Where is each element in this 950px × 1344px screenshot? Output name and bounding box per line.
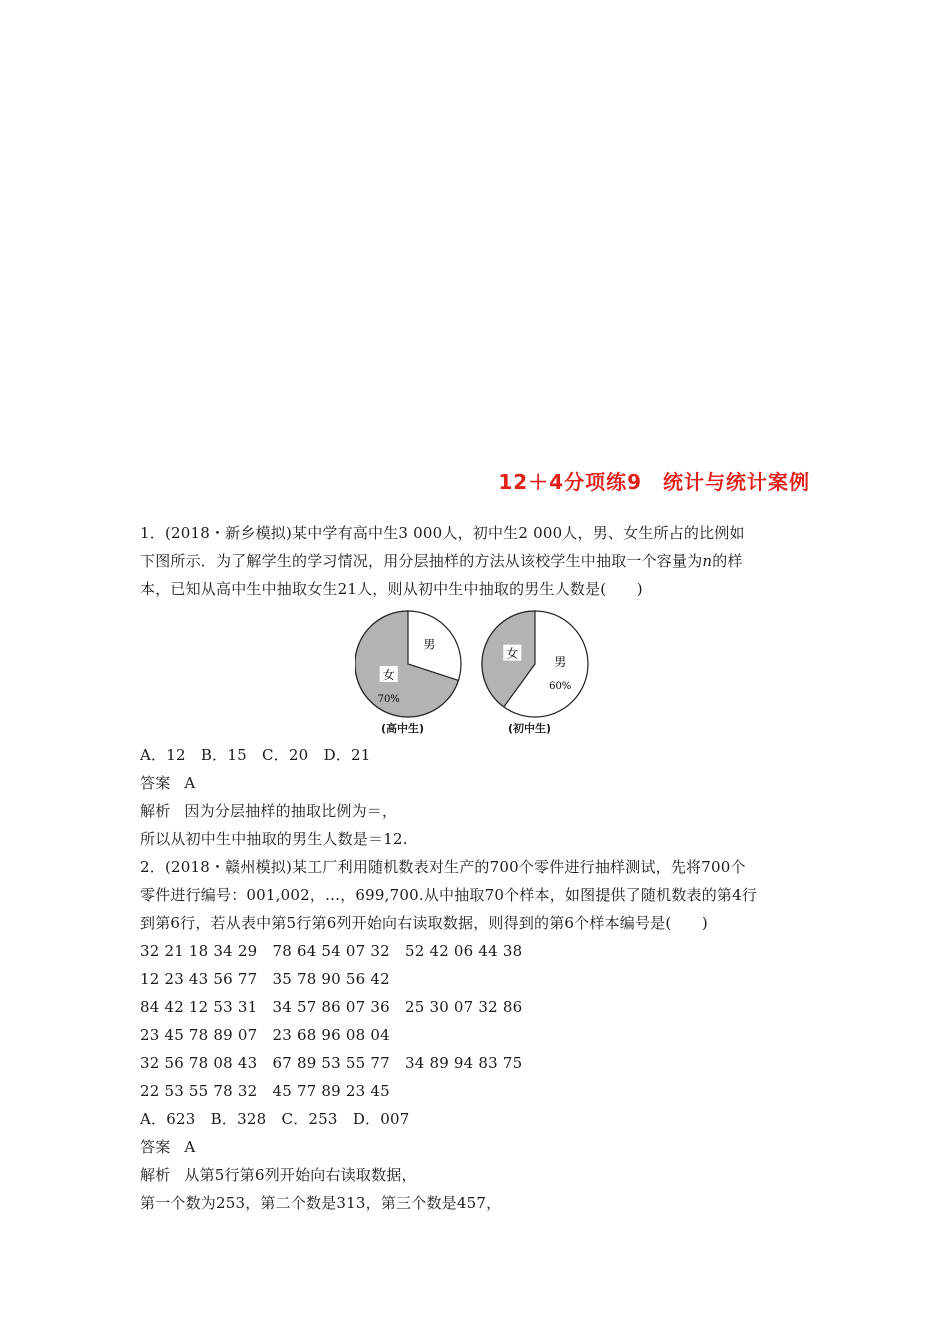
random-table-row: 23 45 78 89 07 23 68 96 08 04 (140, 1026, 390, 1044)
q1-variable-n: n (702, 552, 713, 570)
q2-analysis-label: 解析 (140, 1166, 171, 1184)
q1-analysis-line1 (140, 801, 397, 821)
q1-analysis-line2: 所以从初中生中抽取的男生人数是＝12. (140, 830, 408, 848)
q2-analysis-line1 (140, 1165, 417, 1185)
pie-value-male: 60% (549, 681, 572, 693)
q1-stem-line1: 1．(2018・新乡模拟)某中学有高中生3 000人，初中生2 000人，男、女生所占的比例如 (140, 524, 745, 542)
pie-label-female: 女 (506, 646, 519, 661)
pie-caption-senior: (高中生) (381, 722, 425, 735)
q1-options: A．12 B．15 C．20 D．21 (140, 746, 371, 764)
q2-stem-line3: 到第6行，若从表中第5行第6列开始向右读取数据，则得到的第6个样本编号是( ) (140, 914, 708, 932)
pie-label-female: 女 (382, 668, 395, 683)
q1-analysis-text1: 因为分层抽样的抽取比例为＝， (184, 802, 398, 820)
q1-stem-line3: 本，已知从高中生中抽取女生21人，则从初中生中抽取的男生人数是( ) (140, 580, 643, 598)
pie-charts-svg (355, 610, 595, 722)
pie-label-male: 男 (554, 655, 567, 670)
q1-stem-line2 (140, 551, 743, 571)
q1-stem-line2-text: 下图所示．为了解学生的学习情况，用分层抽样的方法从该校学生中抽取一个容量为 (140, 552, 703, 570)
q1-answer-label: 答案 (140, 774, 171, 792)
q2-answer (140, 1137, 195, 1157)
q1-answer-value: A (184, 774, 196, 792)
random-table-row: 12 23 43 56 77 35 78 90 56 42 (140, 970, 390, 988)
q2-options: A．623 B．328 C．253 D．007 (140, 1110, 410, 1128)
pie-label-male: 男 (423, 637, 436, 652)
q2-analysis-line2: 第一个数为253，第二个数是313，第三个数是457， (140, 1194, 502, 1212)
pie-caption-junior: (初中生) (508, 722, 552, 735)
pie-charts-figure (355, 610, 595, 740)
random-table-row: 84 42 12 53 31 34 57 86 07 36 25 30 07 32 86 (140, 998, 523, 1016)
q2-analysis-text1: 从第5行第6列开始向右读取数据， (184, 1166, 417, 1184)
q2-answer-value: A (184, 1138, 196, 1156)
q2-stem-line2: 零件进行编号：001,002，…，699,700.从中抽取70个样本，如图提供了随机数表的第4行 (140, 886, 758, 904)
random-table-row: 32 21 18 34 29 78 64 54 07 32 52 42 06 44 38 (140, 942, 523, 960)
random-table-row: 32 56 78 08 43 67 89 53 55 77 34 89 94 83 75 (140, 1054, 523, 1072)
q1-answer (140, 773, 195, 793)
q2-stem-line1: 2．(2018・赣州模拟)某工厂利用随机数表对生产的700个零件进行抽样测试，先将700个 (140, 858, 746, 876)
random-table-row: 22 53 55 78 32 45 77 89 23 45 (140, 1082, 390, 1100)
page-title: 12＋4分项练9 统计与统计案例 (498, 470, 810, 494)
q1-stem-line2-end: 的样 (712, 552, 743, 570)
pie-value-female: 70% (377, 694, 400, 706)
q2-answer-label: 答案 (140, 1138, 171, 1156)
q1-analysis-label: 解析 (140, 802, 171, 820)
